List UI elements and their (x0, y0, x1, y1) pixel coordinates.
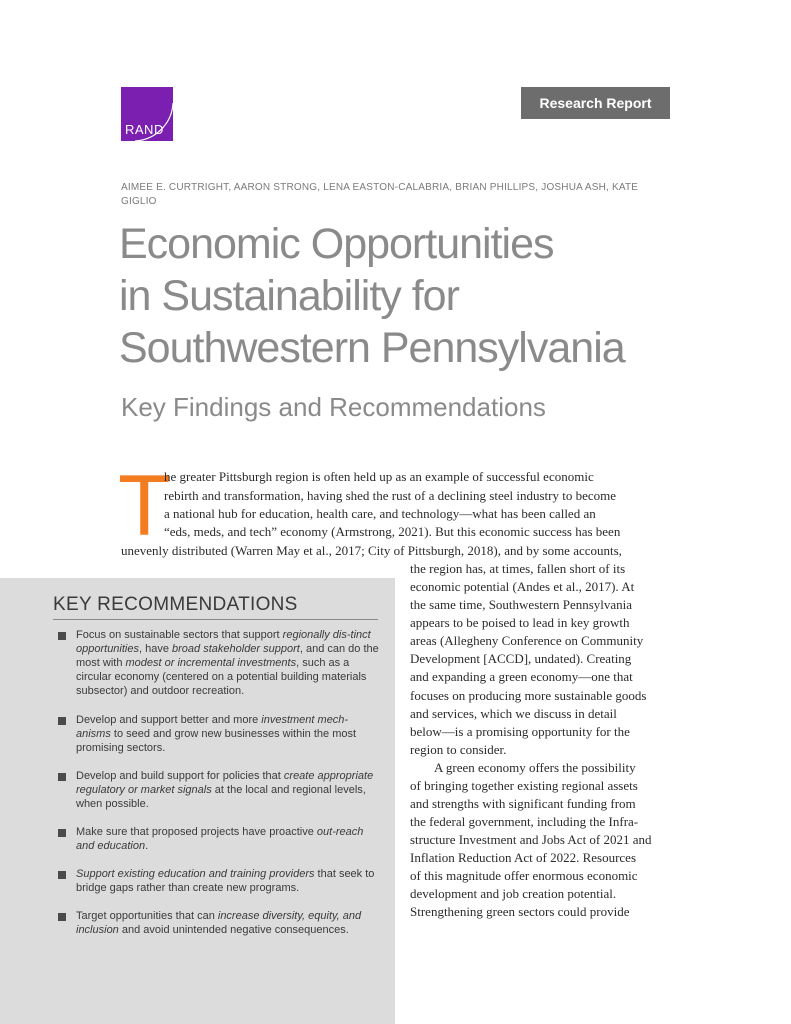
text-run: Focus on sustainable sectors that support (76, 629, 283, 641)
body-line: and strengths with significant funding from (410, 796, 636, 811)
body-line: areas (Allegheny Conference on Community (410, 633, 644, 648)
text-run: at the local and regional levels, when possible. (76, 784, 366, 810)
body-line: Development [ACCD], undated). Creating (410, 651, 632, 666)
body-line: the federal government, including the Infra- (410, 814, 639, 829)
body-line: of bringing together existing regional assets (410, 778, 638, 793)
square-bullet-icon (58, 913, 66, 921)
body-line: and services, which we discuss in detail (410, 706, 617, 721)
body-line: A green economy offers the possibility (434, 760, 636, 775)
emphasis-text: out-reach and education (76, 826, 364, 852)
recommendation-text (76, 867, 381, 895)
title-line: Southwestern Pennsylvania (119, 324, 625, 372)
square-bullet-icon (58, 773, 66, 781)
emphasis-text: regionally dis-tinct opportunities (76, 629, 371, 655)
body-line: economic potential (Andes et al., 2017). At (410, 579, 635, 594)
body-line: below—is a promising opportunity for the (410, 724, 630, 739)
emphasis-text: broad stakeholder support (172, 643, 300, 655)
body-line: focuses on producing more sustainable goods (410, 688, 647, 703)
square-bullet-icon (58, 871, 66, 879)
body-line: development and job creation potential. (410, 886, 617, 901)
page-title (119, 218, 759, 374)
body-line: and expanding a green economy—one that (410, 669, 633, 684)
square-bullet-icon (58, 717, 66, 725)
text-run: to seed and grow new businesses within the most promising sectors. (76, 728, 357, 754)
text-run: Develop and build support for policies that (76, 770, 284, 782)
text-run: that seek to bridge gaps rather than create new programs. (76, 868, 375, 894)
body-line: rebirth and transformation, having shed the rust of a declining steel industry to become (164, 488, 616, 503)
body-line: of this magnitude offer enormous economic (410, 868, 638, 883)
body-line: unevenly distributed (Warren May et al., 2017; City of Pittsburgh, 2018), and by some accounts, (121, 543, 622, 558)
recommendation-text (76, 628, 381, 698)
rand-logo (121, 87, 173, 141)
recommendation-text (76, 713, 381, 755)
square-bullet-icon (58, 829, 66, 837)
divider (53, 619, 378, 620)
body-line: “eds, meds, and tech” economy (Armstrong, 2021). But this economic success has been (164, 524, 621, 539)
emphasis-text: increase diversity, equity, and inclusion (76, 910, 362, 936)
text-run: and avoid unintended negative consequences. (118, 924, 349, 936)
text-run: , have (139, 643, 173, 655)
text-run: , and can do the most with (76, 643, 379, 669)
emphasis-text: modest or incremental investments (125, 657, 297, 669)
text-run: Develop and support better and more (76, 714, 262, 726)
key-recommendations-heading: KEY RECOMMENDATIONS (53, 594, 298, 615)
body-line: region to consider. (410, 742, 507, 757)
subtitle: Key Findings and Recommendations (121, 392, 546, 422)
body-line: a national hub for education, health care, and technology—what has been called an (164, 506, 596, 521)
body-line: he greater Pittsburgh region is often held up as an example of successful economic (164, 469, 594, 484)
title-line: in Sustainability for (119, 272, 459, 320)
text-run: Make sure that proposed projects have proactive (76, 826, 317, 838)
body-line: Inflation Reduction Act of 2022. Resources (410, 850, 637, 865)
drop-cap: T (118, 458, 171, 554)
emphasis-text: Support existing education and training providers (76, 868, 315, 880)
report-type-badge: Research Report (521, 87, 670, 119)
emphasis-text: create appropriate regulatory or market signals (76, 770, 374, 796)
recommendation-text (76, 769, 381, 811)
body-line: the region has, at times, fallen short of its (410, 561, 626, 576)
text-run: , such as a circular economy (centered on a potential building materials subsector) and outdoor recreation. (76, 657, 367, 697)
title-line: Economic Opportunities (119, 220, 554, 268)
text-run: Target opportunities that can (76, 910, 218, 922)
authors: AIMEE E. CURTRIGHT, AARON STRONG, LENA EASTON-CALABRIA, BRIAN PHILLIPS, JOSHUA ASH, KATE GIGLIO (121, 182, 639, 207)
body-line: appears to be poised to lead in key growth (410, 615, 630, 630)
body-line: structure Investment and Jobs Act of 2021 and (410, 832, 652, 847)
recommendation-text (76, 909, 381, 937)
recommendation-text (76, 825, 381, 853)
body-line: the same time, Southwestern Pennsylvania (410, 597, 633, 612)
body-line: Strengthening green sectors could provide (410, 904, 630, 919)
square-bullet-icon (58, 632, 66, 640)
emphasis-text: investment mech-anisms (76, 714, 349, 740)
text-run: . (145, 840, 149, 852)
logo-text: RAND (125, 122, 164, 137)
